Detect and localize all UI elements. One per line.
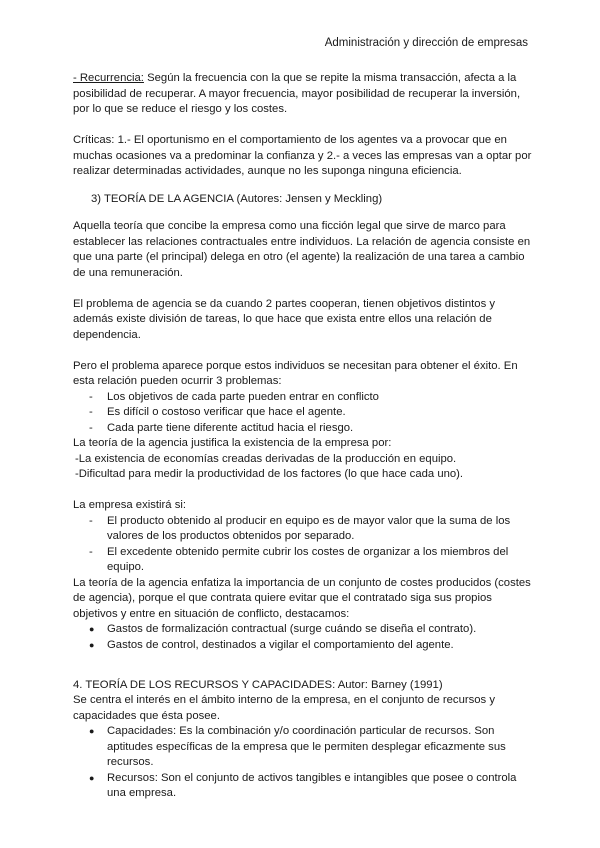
justifica-item: -Dificultad para medir la productividad de los factores (lo que hace cada uno). (75, 468, 464, 480)
conditions-list (73, 514, 533, 576)
list-item: ● Gastos de control, destinados a vigilar el comportamiento del agente. (73, 638, 533, 654)
recursos-intro: Se centra el interés en el ámbito interno de la empresa, en el conjunto de recursos y capacidades que ésta posee. (73, 694, 495, 722)
recurrencia-label: - Recurrencia: (73, 72, 144, 84)
agencia-problems-intro: Pero el problema aparece porque estos individuos se necesitan para obtener el éxito. En esta relación pueden ocurrir 3 problemas: (73, 359, 518, 387)
problems-list (73, 390, 533, 437)
agencia-definition: Aquella teoría que concibe la empresa como una ficción legal que sirve de marco para establecer las relaciones contractuales entre individuos. La relación de agencia consiste en que una parte (el principal) delega en otro (el agente) la realización de una tarea a cambio de una remuneración. (73, 220, 531, 279)
recurrencia-paragraph (73, 71, 533, 118)
recurrencia-text: Según la frecuencia con la que se repite la misma transacción, afecta a la posibilidad de recuperar. A mayor frecuencia, mayor posibilidad de recuperar la inversión, por lo que se reduce el riesgo y los costes. (73, 72, 521, 115)
enfatiza-paragraph: La teoría de la agencia enfatiza la importancia de un conjunto de costes producidos (costes de agencia), porque el que contrata quiere evitar que el contratado siga sus propios objetivos y entre en situación de conflicto, destacamos: (73, 576, 531, 620)
justifica-item: -La existencia de economías creadas derivadas de la producción en equipo. (75, 452, 457, 465)
list-item: - El producto obtenido al producir en equipo es de mayor valor que la suma de los valores de los productos obtenidos por separado. (73, 514, 533, 545)
recursos-heading: 4. TEORÍA DE LOS RECURSOS Y CAPACIDADES: Autor: Barney (1991) (73, 678, 443, 691)
list-item: - Es difícil o costoso verificar que hace el agente. (73, 405, 533, 421)
costes-list (73, 622, 533, 653)
agencia-heading: 3) TEORÍA DE LA AGENCIA (Autores: Jensen y Meckling) (91, 192, 383, 205)
running-header: Administración y dirección de empresas (324, 37, 528, 49)
list-item: - Los objetivos de cada parte pueden entrar en conflicto (73, 390, 533, 406)
justifica-intro: La teoría de la agencia justifica la existencia de la empresa por: (73, 437, 392, 449)
list-item: ● Capacidades: Es la combinación y/o coordinación particular de recursos. Son aptitudes específicas de la empresa que le permiten desplegar eficazmente sus recursos. (73, 724, 533, 771)
page-content (73, 71, 533, 802)
existira-intro: La empresa existirá si: (73, 499, 187, 511)
list-item: ● Gastos de formalización contractual (surge cuándo se diseña el contrato). (73, 622, 533, 638)
list-item: - El excedente obtenido permite cubrir los costes de organizar a los miembros del equipo. (73, 545, 533, 576)
list-item: - Cada parte tiene diferente actitud hacia el riesgo. (73, 421, 533, 437)
recursos-list (73, 724, 533, 802)
criticas-paragraph: Críticas: 1.- El oportunismo en el comportamiento de los agentes va a provocar que en muchas ocasiones va a predominar la confianza y 2.- a veces las empresas van a optar por realizar determinadas actividades, aunque no les suponga ninguna eficiencia. (73, 134, 532, 177)
list-item: ● Recursos: Son el conjunto de activos tangibles e intangibles que posee o controla una empresa. (73, 771, 533, 802)
agencia-problem-paragraph: El problema de agencia se da cuando 2 partes cooperan, tienen objetivos distintos y además existe división de tareas, lo que hace que exista entre ellos una relación de dependencia. (73, 297, 496, 341)
